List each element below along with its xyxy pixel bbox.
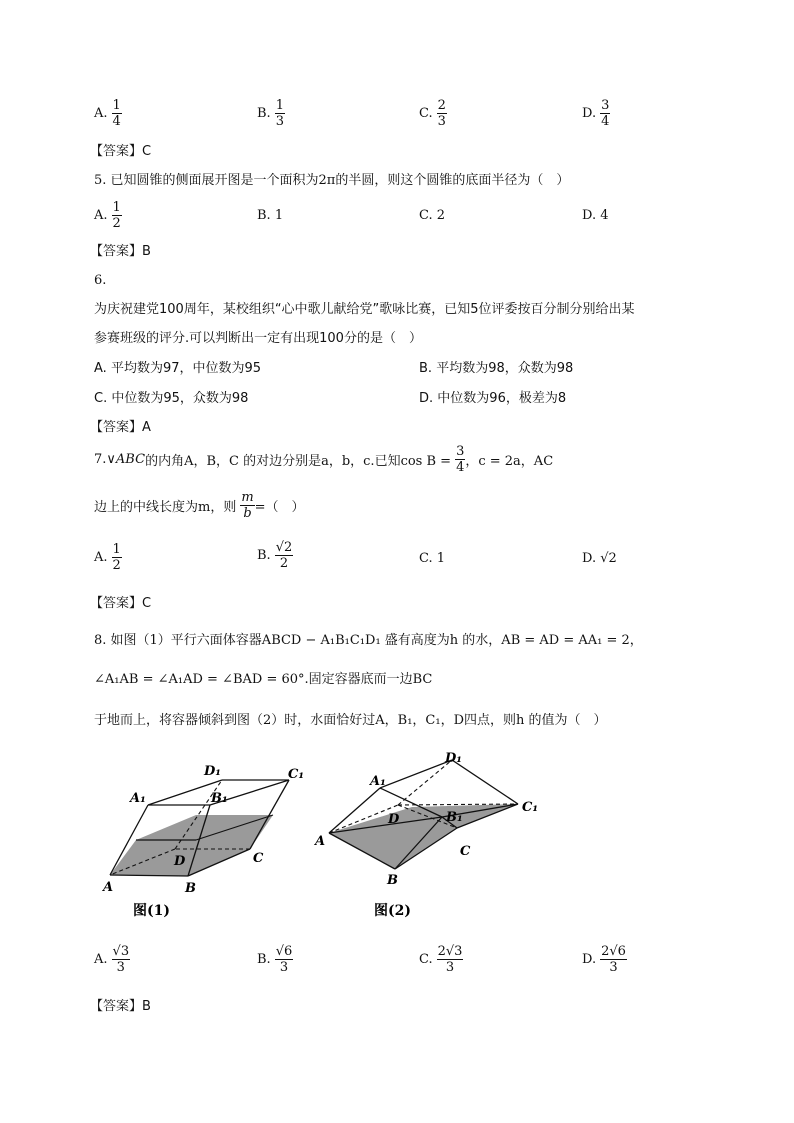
option-label: C. xyxy=(419,106,433,121)
edge-D1C1 xyxy=(452,760,518,804)
q7-option-a: A. $\frac{1}{2}$ xyxy=(94,542,121,573)
q8-option-b: B. $\frac{√6}{3}$ xyxy=(257,944,293,975)
q6-option-c: C. 中位数为95，众数为98 xyxy=(94,391,249,406)
label-C1: C₁ xyxy=(522,800,539,815)
q6-number: 6. xyxy=(94,273,107,288)
q5-answer: 【答案】B xyxy=(90,244,151,259)
fraction: $\frac{√3}{3}$ xyxy=(112,944,130,975)
q8-answer: 【答案】B xyxy=(90,999,151,1014)
label-B: B xyxy=(387,873,398,888)
q8-option-a: A. $\frac{√3}{3}$ xyxy=(94,944,130,975)
figure-2-tilted-parallelepiped xyxy=(312,745,552,920)
q6-stem-line1: 为庆祝建党100周年，某校组织“心中歌儿献给党”歌咏比赛，已知5位评委按百分制分别给出某 xyxy=(94,302,635,317)
label-B1: B₁ xyxy=(211,791,228,806)
q4-option-b xyxy=(257,98,285,129)
q7-option-b: B. $\frac{√2}{2}$ xyxy=(257,540,293,571)
q5-stem: 5. 已知圆锥的侧面展开图是一个面积为2π的半圆，则这个圆锥的底面半径为（ ） xyxy=(94,173,570,188)
option-label: D. xyxy=(582,106,597,121)
q6-stem-line2: 参赛班级的评分.可以判断出一定有出现100分的是（ ） xyxy=(94,331,422,346)
label-A: A xyxy=(103,880,114,895)
q7-option-c: C. 1 xyxy=(419,551,446,566)
option-label: A. xyxy=(94,106,108,121)
option-label: B. xyxy=(257,106,271,121)
label-D: D xyxy=(174,854,186,869)
q4-answer: 【答案】C xyxy=(90,144,152,159)
q7-answer: 【答案】C xyxy=(90,596,152,611)
label-D: D xyxy=(388,812,400,827)
label-D1: D₁ xyxy=(445,751,462,766)
edge-DD1-hidden xyxy=(398,760,452,805)
q7-option-d: D. √2 xyxy=(582,551,617,566)
q4-option-c xyxy=(419,98,447,129)
figure-1-parallelepiped xyxy=(100,755,315,925)
q4-option-a xyxy=(94,98,122,129)
q7-stem-line1: 7.∨ABC的内角A，B，C 的对边分别是a，b，c.已知cos B = $\frac{3}{4}$ ，c = 2a，AC xyxy=(94,444,554,475)
q6-option-d: D. 中位数为96，极差为8 xyxy=(419,391,567,406)
fraction: $\frac{1}{3}$ xyxy=(275,98,284,129)
fraction: $\frac{2√3}{3}$ xyxy=(437,944,463,975)
fraction: $\frac{2√6}{3}$ xyxy=(601,944,626,975)
q4-option-d xyxy=(582,98,610,129)
fraction: $\frac{3}{4}$ xyxy=(601,98,610,129)
q6-answer: 【答案】A xyxy=(90,420,151,435)
edge-A1D1 xyxy=(380,760,452,788)
label-B: B xyxy=(185,881,196,896)
q7-stem-line2: 边上的中线长度为m，则 $\frac{m}{b}$ =（ ） xyxy=(94,490,305,521)
fraction: $\frac{√6}{3}$ xyxy=(275,944,293,975)
label-A1: A₁ xyxy=(370,774,386,789)
fraction: $\frac{1}{4}$ xyxy=(112,98,121,129)
q8-stem-line2: ∠A₁AB = ∠A₁AD = ∠BAD = 60°.固定容器底而一边BC xyxy=(94,672,433,687)
label-C: C xyxy=(460,844,471,859)
q8-stem-line3: 于地而上，将容器倾斜到图（2）时，水面恰好过A，B₁，C₁，D四点，则h 的值为（ ） xyxy=(94,713,607,728)
figure-1-caption: 图(1) xyxy=(133,903,170,919)
q5-option-d: D. 4 xyxy=(582,208,609,223)
q8-option-d: D. $\frac{2√6}{3}$ xyxy=(582,944,626,975)
label-A1: A₁ xyxy=(130,791,146,806)
label-C1: C₁ xyxy=(288,767,305,782)
label-B1: B₁ xyxy=(446,810,463,825)
q8-stem-line1: 8. 如图（1）平行六面体容器ABCD − A₁B₁C₁D₁ 盛有高度为h 的水，AB = AD = AA₁ = 2， xyxy=(94,633,643,648)
fraction: $\frac{√2}{2}$ xyxy=(275,540,293,571)
q6-option-a: A. 平均数为97，中位数为95 xyxy=(94,361,262,376)
label-C: C xyxy=(253,851,264,866)
option-label: A. xyxy=(94,208,108,223)
q5-option-b: B. 1 xyxy=(257,208,284,223)
q6-option-b: B. 平均数为98，众数为98 xyxy=(419,361,574,376)
q5-option-c: C. 2 xyxy=(419,208,446,223)
fraction: $\frac{2}{3}$ xyxy=(437,98,446,129)
q5-option-a xyxy=(94,200,122,231)
label-D1: D₁ xyxy=(204,764,221,779)
q8-option-c: C. $\frac{2√3}{3}$ xyxy=(419,944,463,975)
fraction: $\frac{1}{2}$ xyxy=(112,200,121,231)
figure-2-caption: 图(2) xyxy=(374,903,411,919)
fraction: $\frac{1}{2}$ xyxy=(112,542,121,573)
label-A: A xyxy=(315,834,326,849)
ratio-fraction: $\frac{m}{b}$ xyxy=(241,490,254,521)
cos-fraction: $\frac{3}{4}$ xyxy=(456,444,465,475)
